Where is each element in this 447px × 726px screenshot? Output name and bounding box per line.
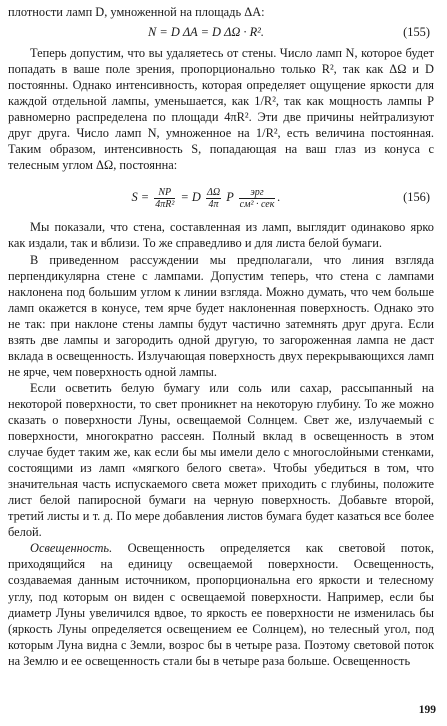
- paragraph-3: В приведенном рассуждении мы предполагали, что линия взгляда перпендикулярна стене с лампами. Допустим теперь, что стена с лампами наклонена под большим углом к линии взгляда. Можно думать, что чем больше ламп окажется в конусе, тем ярче будет наклоненная поверхность. Однако это не так: при наклоне стены лампы будут частично затемнять друг друга. Если взять две лампы и загородить одной другую, то загороженная лампа не даст вклада в освещенность. Излучающая поверхность двух перекрывающихся ламп не ярче, чем поверхность одной лампы.: [8, 252, 434, 379]
- equation-156: [8, 181, 434, 213]
- eq156-p: P: [226, 190, 234, 205]
- paragraph-5-text: Освещенность определяется как световой поток, приходящийся на единицу освещаемой поверхности. Освещенность, создаваемая данным источником, пропорциональна его яркости и телесному углу, под которым он виден с освещаемой поверхности. Например, если бы диаметр Луны увеличился вдвое, то яркость ее поверхности не изменилась бы (яркость Луны определяется освещением ее Солнцем), но телесный угол, под которым Луна видна с Земли, возрос бы в четыре раза. Поэтому световой поток на Землю и ее освещенность стали бы в четыре раза больше. Освещенность: [8, 541, 434, 668]
- paragraph-5: [8, 540, 434, 668]
- page-number: 199: [418, 704, 436, 716]
- eq156-fraction-1-den: 4πR²: [155, 199, 175, 211]
- eq156-fraction-2-num: ΔΩ: [206, 187, 221, 199]
- equation-156-number: (156): [403, 190, 430, 205]
- paragraph-1: Теперь допустим, что вы удаляетесь от стены. Число ламп N, которое будет попадать в ваше поле зрения, пропорционально только R², так как ΔΩ и D постоянны. Однако интенсивность, которая определяет ощущение яркости для каждой отдельной лампы, уменьшается, как 1/R², так как мощность лампы P равномерно распределена по площади 4πR². Эти две причины нейтрализуют друг друга. Число ламп N, умноженное на 1/R², есть величина постоянная. Таким образом, интенсивность S, попадающая на ваш глаз из конуса с телесным углом ΔΩ, постоянна:: [8, 46, 434, 173]
- eq156-fraction-2: [206, 187, 221, 210]
- paragraph-4: Если осветить белую бумагу или соль или сахар, рассыпанный на некоторой поверхности, то свет проникнет на некоторую глубину. То же можно сказать о поверхности Луны, освещаемой Солнцем. Свет же, излучаемый с поверхности, многократно рассеян. Полный вклад в освещенность в этом случае будет таким же, как если бы мы имели дело с многослойными стенками, состоящими из ламп «мягкого белого света». Чтобы убедиться в том, что значительная часть испускаемого света может приходить с глубины, положите лист белой папиросной бумаги на черную поверхность. Добавьте второй, третий листы и т. д. По мере добавления листов бумага будет казаться все более белой.: [8, 380, 434, 540]
- eq156-lhs: S =: [131, 190, 150, 205]
- equation-155-body: N = D ΔA = D ΔΩ · R².: [148, 25, 264, 40]
- paragraph-2: Мы показали, что стена, составленная из ламп, выглядит одинаково ярко как издали, так и вблизи. То же справедливо и для листа белой бумаги.: [8, 220, 434, 251]
- eq156-mid: = D: [180, 190, 201, 205]
- term-illuminance: Освещенность.: [30, 541, 113, 556]
- page-text: [8, 4, 434, 669]
- eq156-fraction-2-den: 4π: [208, 199, 219, 211]
- eq156-units-num: эрг: [239, 187, 276, 199]
- eq156-units-den: см² · сек: [239, 199, 275, 211]
- equation-155-number: (155): [403, 25, 430, 40]
- paragraph-intro: плотности ламп D, умноженной на площадь ΔA:: [8, 5, 265, 19]
- eq156-fraction-1: [154, 187, 175, 210]
- equation-155: [8, 22, 434, 43]
- equation-156-body: [8, 181, 404, 213]
- eq156-end: .: [277, 190, 281, 205]
- eq156-units: [239, 187, 276, 210]
- eq156-fraction-1-num: NP: [154, 187, 175, 199]
